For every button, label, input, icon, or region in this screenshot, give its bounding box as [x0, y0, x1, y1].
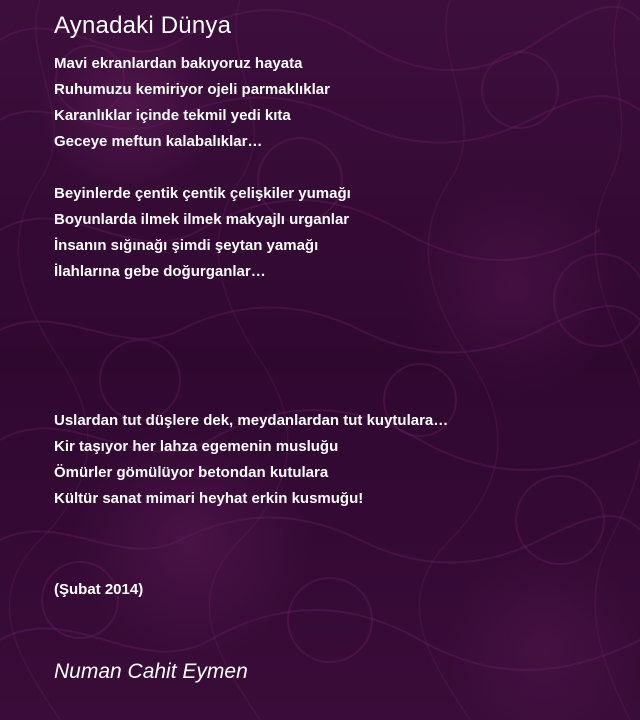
poem-author: Numan Cahit Eymen	[54, 660, 248, 683]
poem-line: Boyunlarda ilmek ilmek makyajlı urganlar	[54, 211, 350, 228]
stanza-3	[54, 408, 448, 512]
poem-date: (Şubat 2014)	[54, 581, 144, 598]
poem-line: İnsanın sığınağı şimdi şeytan yamağı	[54, 237, 319, 254]
poem-line: Kültür sanat mimari heyhat erkin kusmuğu!	[54, 490, 364, 507]
stanza-2	[54, 181, 351, 285]
poem-line: Mavi ekranlardan bakıyoruz hayata	[54, 55, 303, 72]
poem-line: Beyinlerde çentik çentik çelişkiler yumağı	[54, 185, 351, 202]
poem-line: Geceye meftun kalabalıklar…	[54, 133, 263, 150]
poem-date-container	[54, 577, 143, 603]
poem-line: Ruhumuzu kemiriyor ojeli parmaklıklar	[54, 81, 330, 98]
poem-line: Ömürler gömülüyor betondan kutulara	[54, 464, 329, 481]
poem-title: Aynadaki Dünya	[54, 12, 232, 39]
poem-line: İlahlarına gebe doğurganlar…	[54, 263, 266, 280]
poem-line: Karanlıklar içinde tekmil yedi kıta	[54, 107, 291, 124]
stanza-1	[54, 51, 330, 155]
poem-line: Kir taşıyor her lahza egemenin musluğu	[54, 438, 339, 455]
poem-line: Uslardan tut düşlere dek, meydanlardan tut kuytulara…	[54, 412, 449, 429]
poem	[54, 10, 614, 598]
